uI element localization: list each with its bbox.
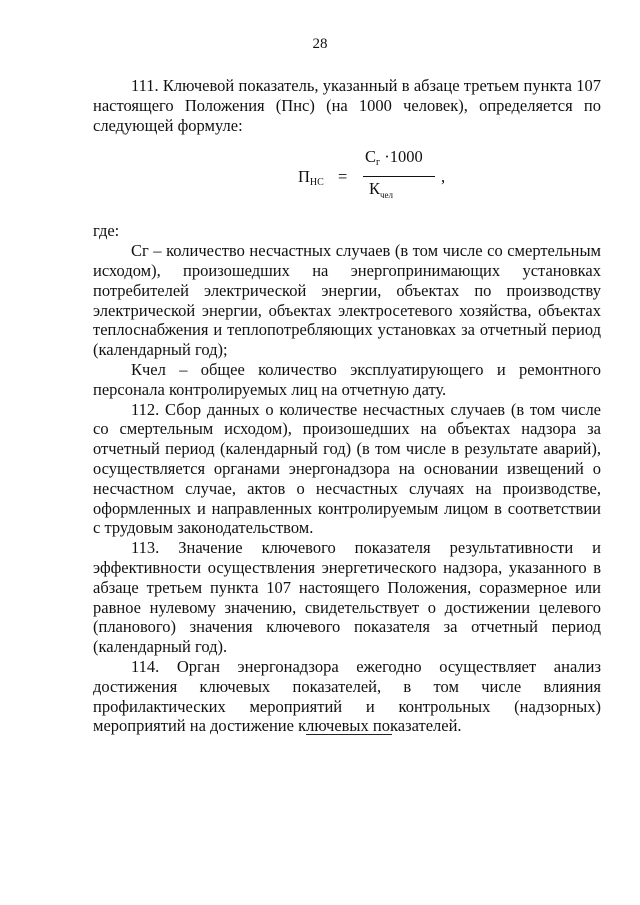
formula-comma: , [441, 167, 446, 187]
cg-symbol: Сг [131, 241, 149, 261]
formula-denominator: $К_{чел}$ [369, 179, 394, 201]
formula-equals: = [338, 167, 348, 187]
fraction-bar [363, 176, 435, 177]
paragraph-112: 112. Сбор данных о количестве несчастных случаев (в том числе со смертельным исходом), произошедших на объектах надзора за отчетный период (календарный год) (в том числе в результате аварий), осуществляется органами энергонадзора на основании извещений о несчастном случае, актов о несчастных случаях на производстве, оформленных и направленных контролируемым лицом в соответствии с трудовым законодательством. [93, 399, 601, 538]
cg-definition: – количество несчастных случаев (в том числе со смертельным исходом), произошедших на энергопринимающих установках потребителей электрической энергии, объектах по производству электрической энергии, объектах электросетевого хозяйства, объектах теплоснабжения и теплопотребляющих установках за отчетный период (календарный год); [93, 241, 601, 360]
kchel-definition: – общее количество эксплуатирующего и ремонтного персонала контролируемых лиц на отчетную дату. [93, 359, 601, 399]
definition-kchel [93, 360, 601, 400]
formula-lhs: ПНС [298, 167, 324, 189]
document-body [93, 76, 601, 736]
formula-fraction [363, 147, 446, 206]
paragraph-114: 114. Орган энергонадзора ежегодно осуществляет анализ достижения ключевых показателей, в том числе влияния профилактических мероприятий и контрольных (надзорных) мероприятий на достижение ключевых показателей. [93, 656, 601, 736]
kchel-symbol: Кчел [131, 359, 166, 379]
paragraph-111: 111. Ключевой показатель, указанный в абзаце третьем пункта 107 настоящего Положения (Пнс) (на 1000 человек), определяется по следующей формуле: [93, 76, 601, 135]
where-label: где: [93, 221, 120, 241]
closing-rule [306, 734, 392, 735]
page-number: 28 [312, 36, 328, 52]
paragraph-113: 113. Значение ключевого показателя результативности и эффективности осуществления энергетического надзора, указанного в абзаце третьем пункта 107 настоящего Положения, соразмерное или равное нулевому значению, свидетельствует о достижении целевого (планового) значения ключевого показателя за отчетный период (календарный год). [93, 538, 601, 657]
definition-cg [93, 241, 601, 360]
formula [93, 137, 601, 221]
formula-numerator: Сг ·1000 [365, 147, 423, 169]
